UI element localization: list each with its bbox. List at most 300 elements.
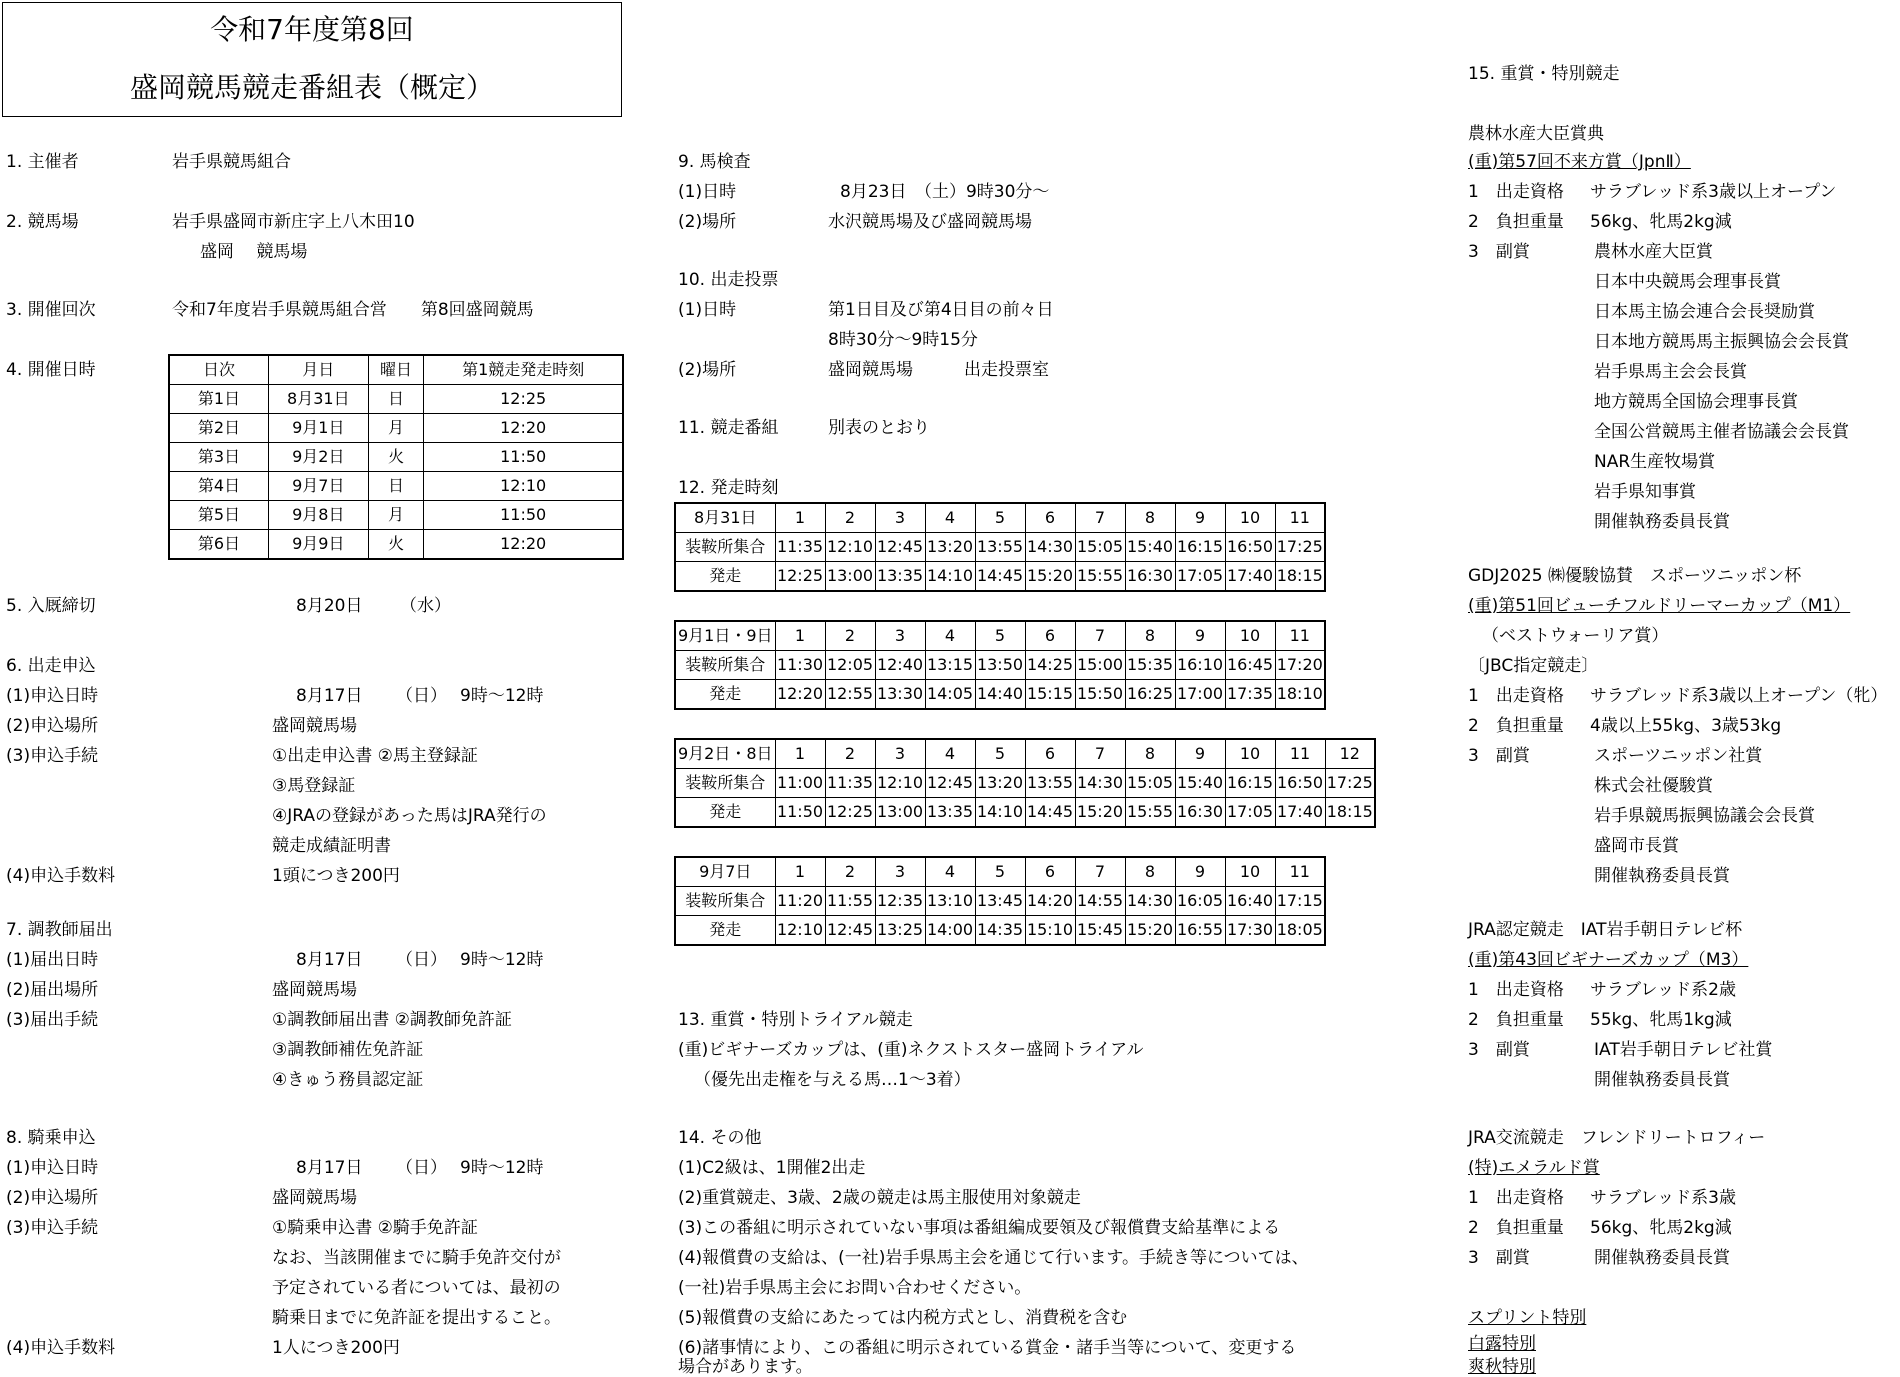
start-time-cell: 13:25	[875, 916, 925, 946]
schedule-header: 日次	[169, 355, 269, 385]
gather-time-cell: 16:40	[1225, 887, 1275, 916]
start-time-cell: 12:20	[775, 680, 825, 710]
s7-r3-line-2: ③調教師補佐免許証	[272, 1040, 424, 1060]
race1-prize-label: 3 副賞	[1468, 242, 1530, 262]
s7-r1-label: (1)届出日時	[6, 950, 99, 970]
race-number-cell: 6	[1025, 857, 1075, 887]
schedule-cell: 火	[368, 443, 424, 472]
s8-r4-label: (4)申込手数料	[6, 1338, 116, 1358]
start-time-cell: 15:15	[1025, 680, 1075, 710]
start-time-row	[675, 680, 1325, 710]
other-race-3: 爽秋特別	[1468, 1357, 1536, 1377]
race3-name: (重)第43回ビギナーズカップ（M3）	[1468, 950, 1749, 970]
race2-qual-value: サラブレッド系3歳以上オープン（牝）	[1590, 686, 1888, 706]
start-time-cell: 16:55	[1175, 916, 1225, 946]
prize-item: 日本地方競馬馬主振興協会会長賞	[1594, 332, 1849, 352]
race-number-cell: 10	[1225, 739, 1275, 769]
s7-r2-value: 盛岡競馬場	[272, 980, 357, 1000]
s2-label: 2. 競馬場	[6, 212, 79, 232]
start-time-cell: 15:20	[1125, 916, 1175, 946]
schedule-header: 第1競走発走時刻	[424, 355, 623, 385]
race1-weight-value: 56kg、牝馬2kg減	[1590, 212, 1732, 232]
race-number-cell: 9	[1175, 503, 1225, 533]
race4-weight-value: 56kg、牝馬2kg減	[1590, 1218, 1732, 1238]
post-time-table	[674, 502, 1326, 592]
gather-time-cell: 16:10	[1175, 651, 1225, 680]
race-number-cell: 5	[975, 503, 1025, 533]
race-number-cell: 11	[1275, 503, 1325, 533]
race3-sponsor: JRA認定競走 IAT岩手朝日テレビ杯	[1468, 920, 1743, 940]
race-number-cell: 11	[1275, 621, 1325, 651]
race2-sponsor: GDJ2025 ㈱優駿協賛 スポーツニッポン杯	[1468, 566, 1802, 586]
start-time-cell: 13:35	[925, 798, 975, 828]
prize-item: 盛岡市長賞	[1594, 836, 1679, 856]
start-time-cell: 17:40	[1275, 798, 1325, 828]
s8-r3-line-1: ①騎乗申込書 ②騎手免許証	[272, 1218, 478, 1238]
race1-sponsor: 農林水産大臣賞典	[1468, 124, 1604, 144]
title-box	[2, 2, 622, 117]
schedule-cell: 11:50	[424, 443, 623, 472]
s14-line-6: (5)報償費の支給にあたっては内税方式とし、消費税を含む	[678, 1308, 1128, 1328]
start-time-cell: 17:05	[1225, 798, 1275, 828]
gather-time-cell: 14:30	[1125, 887, 1175, 916]
gather-time-cell: 15:40	[1125, 533, 1175, 562]
race-number-cell: 4	[925, 503, 975, 533]
s6-r2-value: 盛岡競馬場	[272, 716, 357, 736]
s13-line-2: （優先出走権を与える馬…1～3着）	[694, 1070, 971, 1090]
s2-value-1: 岩手県盛岡市新庄字上八木田10	[172, 212, 415, 232]
s10-r1-value-1: 第1日目及び第4日目の前々日	[828, 300, 1054, 320]
start-time-cell: 14:45	[1025, 798, 1075, 828]
s9-r2-label: (2)場所	[678, 212, 737, 232]
gather-time-cell: 14:30	[1075, 769, 1125, 798]
race-number-cell: 10	[1225, 503, 1275, 533]
s8-r2-label: (2)申込場所	[6, 1188, 99, 1208]
schedule-cell: 12:20	[424, 530, 623, 560]
gather-time-cell: 14:20	[1025, 887, 1075, 916]
prize-item: 全国公営競馬主催者協議会会長賞	[1594, 422, 1849, 442]
schedule-header: 曜日	[368, 355, 424, 385]
gather-time-cell: 13:15	[925, 651, 975, 680]
s10-r1-label: (1)日時	[678, 300, 737, 320]
prize-item: 岩手県競馬振興協議会会長賞	[1594, 806, 1815, 826]
race-number-cell: 3	[875, 739, 925, 769]
prize-item: 岩手県知事賞	[1594, 482, 1696, 502]
race-number-cell: 2	[825, 857, 875, 887]
schedule-cell: 第1日	[169, 385, 269, 414]
race2-subtitle: （ベストウォーリア賞）	[1482, 626, 1669, 646]
s1-value: 岩手県競馬組合	[172, 152, 291, 172]
gather-time-cell: 15:05	[1125, 769, 1175, 798]
gather-row-label: 装鞍所集合	[675, 651, 775, 680]
schedule-cell: 12:25	[424, 385, 623, 414]
race-number-cell: 8	[1125, 503, 1175, 533]
gather-time-cell: 13:50	[975, 651, 1025, 680]
race4-name: (特)エメラルド賞	[1468, 1158, 1600, 1178]
post-table-date: 9月7日	[675, 857, 775, 887]
schedule-cell: 第5日	[169, 501, 269, 530]
start-time-cell: 14:45	[975, 562, 1025, 592]
race-number-cell: 8	[1125, 857, 1175, 887]
race-number-cell: 3	[875, 503, 925, 533]
gather-time-cell: 16:15	[1225, 769, 1275, 798]
schedule-cell: 9月8日	[269, 501, 369, 530]
s6-r1-label: (1)申込日時	[6, 686, 99, 706]
s9-r2-value: 水沢競馬場及び盛岡競馬場	[828, 212, 1032, 232]
s6-r3-line-1: ①出走申込書 ②馬主登録証	[272, 746, 478, 766]
start-time-cell: 17:30	[1225, 916, 1275, 946]
start-time-cell: 16:30	[1125, 562, 1175, 592]
gather-time-cell: 12:10	[875, 769, 925, 798]
s6-r3-label: (3)申込手続	[6, 746, 99, 766]
prize-item: スポーツニッポン社賞	[1594, 746, 1763, 766]
gather-time-row	[675, 651, 1325, 680]
race-number-row	[675, 503, 1325, 533]
race2-qual-label: 1 出走資格	[1468, 686, 1564, 706]
s6-r3-line-3: ④JRAの登録があった馬はJRA発行の	[272, 806, 547, 826]
s9-r1-label: (1)日時	[678, 182, 737, 202]
s14-label: 14. その他	[678, 1128, 762, 1148]
race-number-cell: 7	[1075, 739, 1125, 769]
start-time-cell: 16:30	[1175, 798, 1225, 828]
s8-r3-line-4: 騎乗日までに免許証を提出すること。	[272, 1308, 561, 1328]
race-number-cell: 1	[775, 857, 825, 887]
race2-weight-value: 4歳以上55kg、3歳53kg	[1590, 716, 1782, 736]
s8-r1-label: (1)申込日時	[6, 1158, 99, 1178]
start-time-cell: 15:45	[1075, 916, 1125, 946]
prize-item: 開催執務委員長賞	[1594, 1070, 1730, 1090]
schedule-cell: 12:10	[424, 472, 623, 501]
gather-row-label: 装鞍所集合	[675, 887, 775, 916]
s14-line-3: (3)この番組に明示されていない事項は番組編成要領及び報償費支給基準による	[678, 1218, 1281, 1238]
start-time-cell: 11:50	[775, 798, 825, 828]
gather-time-row	[675, 887, 1325, 916]
start-time-cell: 15:20	[1025, 562, 1075, 592]
s8-r4-value: 1人につき200円	[272, 1338, 400, 1358]
start-time-cell: 12:55	[825, 680, 875, 710]
prize-item: 日本馬主協会連合会長奨励賞	[1594, 302, 1815, 322]
start-time-cell: 15:20	[1075, 798, 1125, 828]
s8-r1-time: 9時～12時	[460, 1158, 544, 1178]
start-time-row	[675, 562, 1325, 592]
gather-time-cell: 16:05	[1175, 887, 1225, 916]
race-number-cell: 3	[875, 621, 925, 651]
title-line-1: 令和7年度第8回	[210, 13, 414, 46]
s15-label: 15. 重賞・特別競走	[1468, 64, 1620, 84]
s11-value: 別表のとおり	[828, 418, 930, 438]
gather-time-cell: 11:20	[775, 887, 825, 916]
gather-time-cell: 15:00	[1075, 651, 1125, 680]
prize-item: 開催執務委員長賞	[1594, 512, 1730, 532]
s7-r1-dow: （日）	[396, 950, 447, 970]
s9-r1-value: 8月23日 （土）9時30分～	[840, 182, 1050, 202]
prize-item: NAR生産牧場賞	[1594, 452, 1716, 472]
gather-time-cell: 17:25	[1325, 769, 1375, 798]
race-number-cell: 4	[925, 739, 975, 769]
gather-time-cell: 13:45	[975, 887, 1025, 916]
start-time-cell: 13:00	[825, 562, 875, 592]
gather-time-cell: 13:55	[975, 533, 1025, 562]
race-number-cell: 2	[825, 503, 875, 533]
gather-time-cell: 11:00	[775, 769, 825, 798]
start-time-cell: 12:10	[775, 916, 825, 946]
s3-value: 令和7年度岩手県競馬組合営 第8回盛岡競馬	[172, 300, 534, 320]
prize-item: 地方競馬全国協会理事長賞	[1594, 392, 1798, 412]
gather-time-cell: 13:20	[925, 533, 975, 562]
start-time-cell: 14:40	[975, 680, 1025, 710]
s11-label: 11. 競走番組	[678, 418, 779, 438]
s6-r3-line-2: ③馬登録証	[272, 776, 356, 796]
schedule-cell: 12:20	[424, 414, 623, 443]
s7-r3-line-3: ④きゅう務員認定証	[272, 1070, 424, 1090]
other-race-2: 白露特別	[1468, 1334, 1536, 1354]
start-time-cell: 13:35	[875, 562, 925, 592]
gather-time-cell: 13:10	[925, 887, 975, 916]
prize-item: 開催執務委員長賞	[1594, 866, 1730, 886]
s6-r1-date: 8月17日	[296, 686, 363, 706]
s6-label: 6. 出走申込	[6, 656, 96, 676]
gather-time-cell: 14:30	[1025, 533, 1075, 562]
schedule-row	[169, 443, 623, 472]
start-time-cell: 12:25	[775, 562, 825, 592]
start-time-cell: 17:35	[1225, 680, 1275, 710]
start-time-cell: 15:55	[1125, 798, 1175, 828]
schedule-row	[169, 414, 623, 443]
s10-label: 10. 出走投票	[678, 270, 779, 290]
schedule-cell: 火	[368, 530, 424, 560]
start-time-cell: 13:00	[875, 798, 925, 828]
race-number-cell: 6	[1025, 621, 1075, 651]
gather-time-cell: 12:45	[875, 533, 925, 562]
s8-r3-line-3: 予定されている者については、最初の	[272, 1278, 561, 1298]
race-number-cell: 9	[1175, 739, 1225, 769]
start-time-cell: 18:15	[1275, 562, 1325, 592]
schedule-cell: 9月7日	[269, 472, 369, 501]
gather-time-cell: 12:05	[825, 651, 875, 680]
gather-time-cell: 16:15	[1175, 533, 1225, 562]
race-number-cell: 10	[1225, 621, 1275, 651]
s7-r1-date: 8月17日	[296, 950, 363, 970]
race-number-cell: 5	[975, 857, 1025, 887]
schedule-cell: 月	[368, 414, 424, 443]
race-number-cell: 4	[925, 621, 975, 651]
s6-r1-dow: （日）	[396, 686, 447, 706]
schedule-row	[169, 501, 623, 530]
race3-weight-value: 55kg、牝馬1kg減	[1590, 1010, 1732, 1030]
prize-item: 開催執務委員長賞	[1594, 1248, 1730, 1268]
schedule-row	[169, 530, 623, 560]
race-number-row	[675, 621, 1325, 651]
race-number-cell: 2	[825, 739, 875, 769]
gather-time-cell: 15:05	[1075, 533, 1125, 562]
race4-prize-label: 3 副賞	[1468, 1248, 1530, 1268]
s6-r4-label: (4)申込手数料	[6, 866, 116, 886]
s14-line-2: (2)重賞競走、3歳、2歳の競走は馬主服使用対象競走	[678, 1188, 1081, 1208]
race-number-cell: 9	[1175, 621, 1225, 651]
start-time-cell: 18:10	[1275, 680, 1325, 710]
s13-line-1: (重)ビギナーズカップは、(重)ネクストスター盛岡トライアル	[678, 1040, 1144, 1060]
s14-line-8: 場合があります。	[678, 1357, 813, 1377]
s7-label: 7. 調教師届出	[6, 920, 113, 940]
s5-label: 5. 入厩締切	[6, 596, 96, 616]
start-time-cell: 15:10	[1025, 916, 1075, 946]
race-number-cell: 11	[1275, 739, 1325, 769]
race-number-cell: 2	[825, 621, 875, 651]
post-time-table	[674, 620, 1326, 710]
s7-r2-label: (2)届出場所	[6, 980, 99, 1000]
race-number-cell: 9	[1175, 857, 1225, 887]
race-number-cell: 5	[975, 621, 1025, 651]
s13-label: 13. 重賞・特別トライアル競走	[678, 1010, 913, 1030]
gather-time-cell: 16:50	[1225, 533, 1275, 562]
gather-row-label: 装鞍所集合	[675, 533, 775, 562]
schedule-row	[169, 385, 623, 414]
race2-weight-label: 2 負担重量	[1468, 716, 1564, 736]
gather-time-cell: 16:45	[1225, 651, 1275, 680]
start-time-cell: 16:25	[1125, 680, 1175, 710]
race3-prize-label: 3 副賞	[1468, 1040, 1530, 1060]
start-time-cell: 17:05	[1175, 562, 1225, 592]
race2-name: (重)第51回ビューチフルドリーマーカップ（M1）	[1468, 596, 1851, 616]
schedule-cell: 第4日	[169, 472, 269, 501]
s8-r1-date: 8月17日	[296, 1158, 363, 1178]
s7-r1-time: 9時～12時	[460, 950, 544, 970]
schedule-row	[169, 472, 623, 501]
race4-weight-label: 2 負担重量	[1468, 1218, 1564, 1238]
gather-time-cell: 11:55	[825, 887, 875, 916]
start-time-cell: 18:05	[1275, 916, 1325, 946]
race3-qual-value: サラブレッド系2歳	[1590, 980, 1736, 1000]
gather-time-cell: 13:55	[1025, 769, 1075, 798]
race2-note: 〔JBC指定競走〕	[1468, 656, 1599, 676]
race1-qual-label: 1 出走資格	[1468, 182, 1564, 202]
s6-r1-time: 9時～12時	[460, 686, 544, 706]
s6-r3-line-4: 競走成績証明書	[272, 836, 391, 856]
start-row-label: 発走	[675, 916, 775, 946]
s9-label: 9. 馬検査	[678, 152, 751, 172]
start-time-cell: 12:25	[825, 798, 875, 828]
start-row-label: 発走	[675, 680, 775, 710]
start-time-cell: 18:15	[1325, 798, 1375, 828]
start-time-cell: 14:10	[975, 798, 1025, 828]
post-time-table	[674, 738, 1376, 828]
race-number-cell: 1	[775, 739, 825, 769]
schedule-cell: 日	[368, 472, 424, 501]
race-number-cell: 5	[975, 739, 1025, 769]
gather-time-cell: 14:55	[1075, 887, 1125, 916]
start-time-cell: 14:00	[925, 916, 975, 946]
gather-time-cell: 12:35	[875, 887, 925, 916]
s2-value-2: 盛岡 競馬場	[200, 242, 308, 262]
prize-item: 株式会社優駿賞	[1594, 776, 1713, 796]
start-time-cell: 14:35	[975, 916, 1025, 946]
prize-item: IAT岩手朝日テレビ社賞	[1594, 1040, 1773, 1060]
schedule-cell: 第3日	[169, 443, 269, 472]
gather-time-cell: 14:25	[1025, 651, 1075, 680]
race-number-cell: 8	[1125, 621, 1175, 651]
start-time-cell: 17:00	[1175, 680, 1225, 710]
post-time-table	[674, 856, 1326, 946]
gather-time-cell: 13:20	[975, 769, 1025, 798]
post-table-date: 9月1日・9日	[675, 621, 775, 651]
start-time-cell: 17:40	[1225, 562, 1275, 592]
race-number-cell: 3	[875, 857, 925, 887]
s8-r1-dow: （日）	[396, 1158, 447, 1178]
gather-row-label: 装鞍所集合	[675, 769, 775, 798]
schedule-cell: 日	[368, 385, 424, 414]
prize-item: 日本中央競馬会理事長賞	[1594, 272, 1781, 292]
s7-r3-line-1: ①調教師届出書 ②調教師免許証	[272, 1010, 512, 1030]
gather-time-cell: 17:25	[1275, 533, 1325, 562]
s3-label: 3. 開催回次	[6, 300, 96, 320]
s6-r2-label: (2)申込場所	[6, 716, 99, 736]
race-number-cell: 8	[1125, 739, 1175, 769]
schedule-table	[168, 354, 624, 560]
race1-qual-value: サラブレッド系3歳以上オープン	[1590, 182, 1837, 202]
s4-label: 4. 開催日時	[6, 360, 96, 380]
gather-time-cell: 11:35	[775, 533, 825, 562]
post-table-date: 9月2日・8日	[675, 739, 775, 769]
s8-label: 8. 騎乗申込	[6, 1128, 96, 1148]
gather-time-cell: 11:35	[825, 769, 875, 798]
race-number-cell: 12	[1325, 739, 1375, 769]
race-number-cell: 6	[1025, 739, 1075, 769]
start-row-label: 発走	[675, 798, 775, 828]
start-row-label: 発走	[675, 562, 775, 592]
race-number-cell: 11	[1275, 857, 1325, 887]
s10-r2-value: 盛岡競馬場 出走投票室	[828, 360, 1049, 380]
gather-time-cell: 17:20	[1275, 651, 1325, 680]
race3-qual-label: 1 出走資格	[1468, 980, 1564, 1000]
race-number-cell: 1	[775, 621, 825, 651]
schedule-cell: 第2日	[169, 414, 269, 443]
start-time-cell: 12:45	[825, 916, 875, 946]
race-number-row	[675, 857, 1325, 887]
race4-qual-label: 1 出走資格	[1468, 1188, 1564, 1208]
gather-time-cell: 16:50	[1275, 769, 1325, 798]
prize-item: 農林水産大臣賞	[1594, 242, 1713, 262]
schedule-cell: 9月1日	[269, 414, 369, 443]
schedule-cell: 11:50	[424, 501, 623, 530]
race-number-cell: 7	[1075, 857, 1125, 887]
gather-time-row	[675, 769, 1375, 798]
s8-r2-value: 盛岡競馬場	[272, 1188, 357, 1208]
race2-prize-label: 3 副賞	[1468, 746, 1530, 766]
title-line-2: 盛岡競馬競走番組表（概定）	[129, 71, 494, 104]
race1-name: (重)第57回不来方賞（JpnⅡ）	[1468, 152, 1691, 172]
race-number-cell: 7	[1075, 621, 1125, 651]
schedule-header: 月日	[269, 355, 369, 385]
race1-weight-label: 2 負担重量	[1468, 212, 1564, 232]
race-number-cell: 4	[925, 857, 975, 887]
schedule-cell: 9月9日	[269, 530, 369, 560]
gather-time-cell: 15:40	[1175, 769, 1225, 798]
s7-r3-label: (3)届出手続	[6, 1010, 99, 1030]
s14-line-5: (一社)岩手県馬主会にお問い合わせください。	[678, 1278, 1032, 1298]
s8-r3-label: (3)申込手続	[6, 1218, 99, 1238]
start-time-cell: 14:05	[925, 680, 975, 710]
start-time-cell: 14:10	[925, 562, 975, 592]
post-table-date: 8月31日	[675, 503, 775, 533]
gather-time-cell: 12:10	[825, 533, 875, 562]
start-time-cell: 15:50	[1075, 680, 1125, 710]
gather-time-cell: 12:40	[875, 651, 925, 680]
race-number-cell: 7	[1075, 503, 1125, 533]
s1-label: 1. 主催者	[6, 152, 79, 172]
race-number-cell: 6	[1025, 503, 1075, 533]
prize-item: 岩手県馬主会会長賞	[1594, 362, 1747, 382]
gather-time-row	[675, 533, 1325, 562]
